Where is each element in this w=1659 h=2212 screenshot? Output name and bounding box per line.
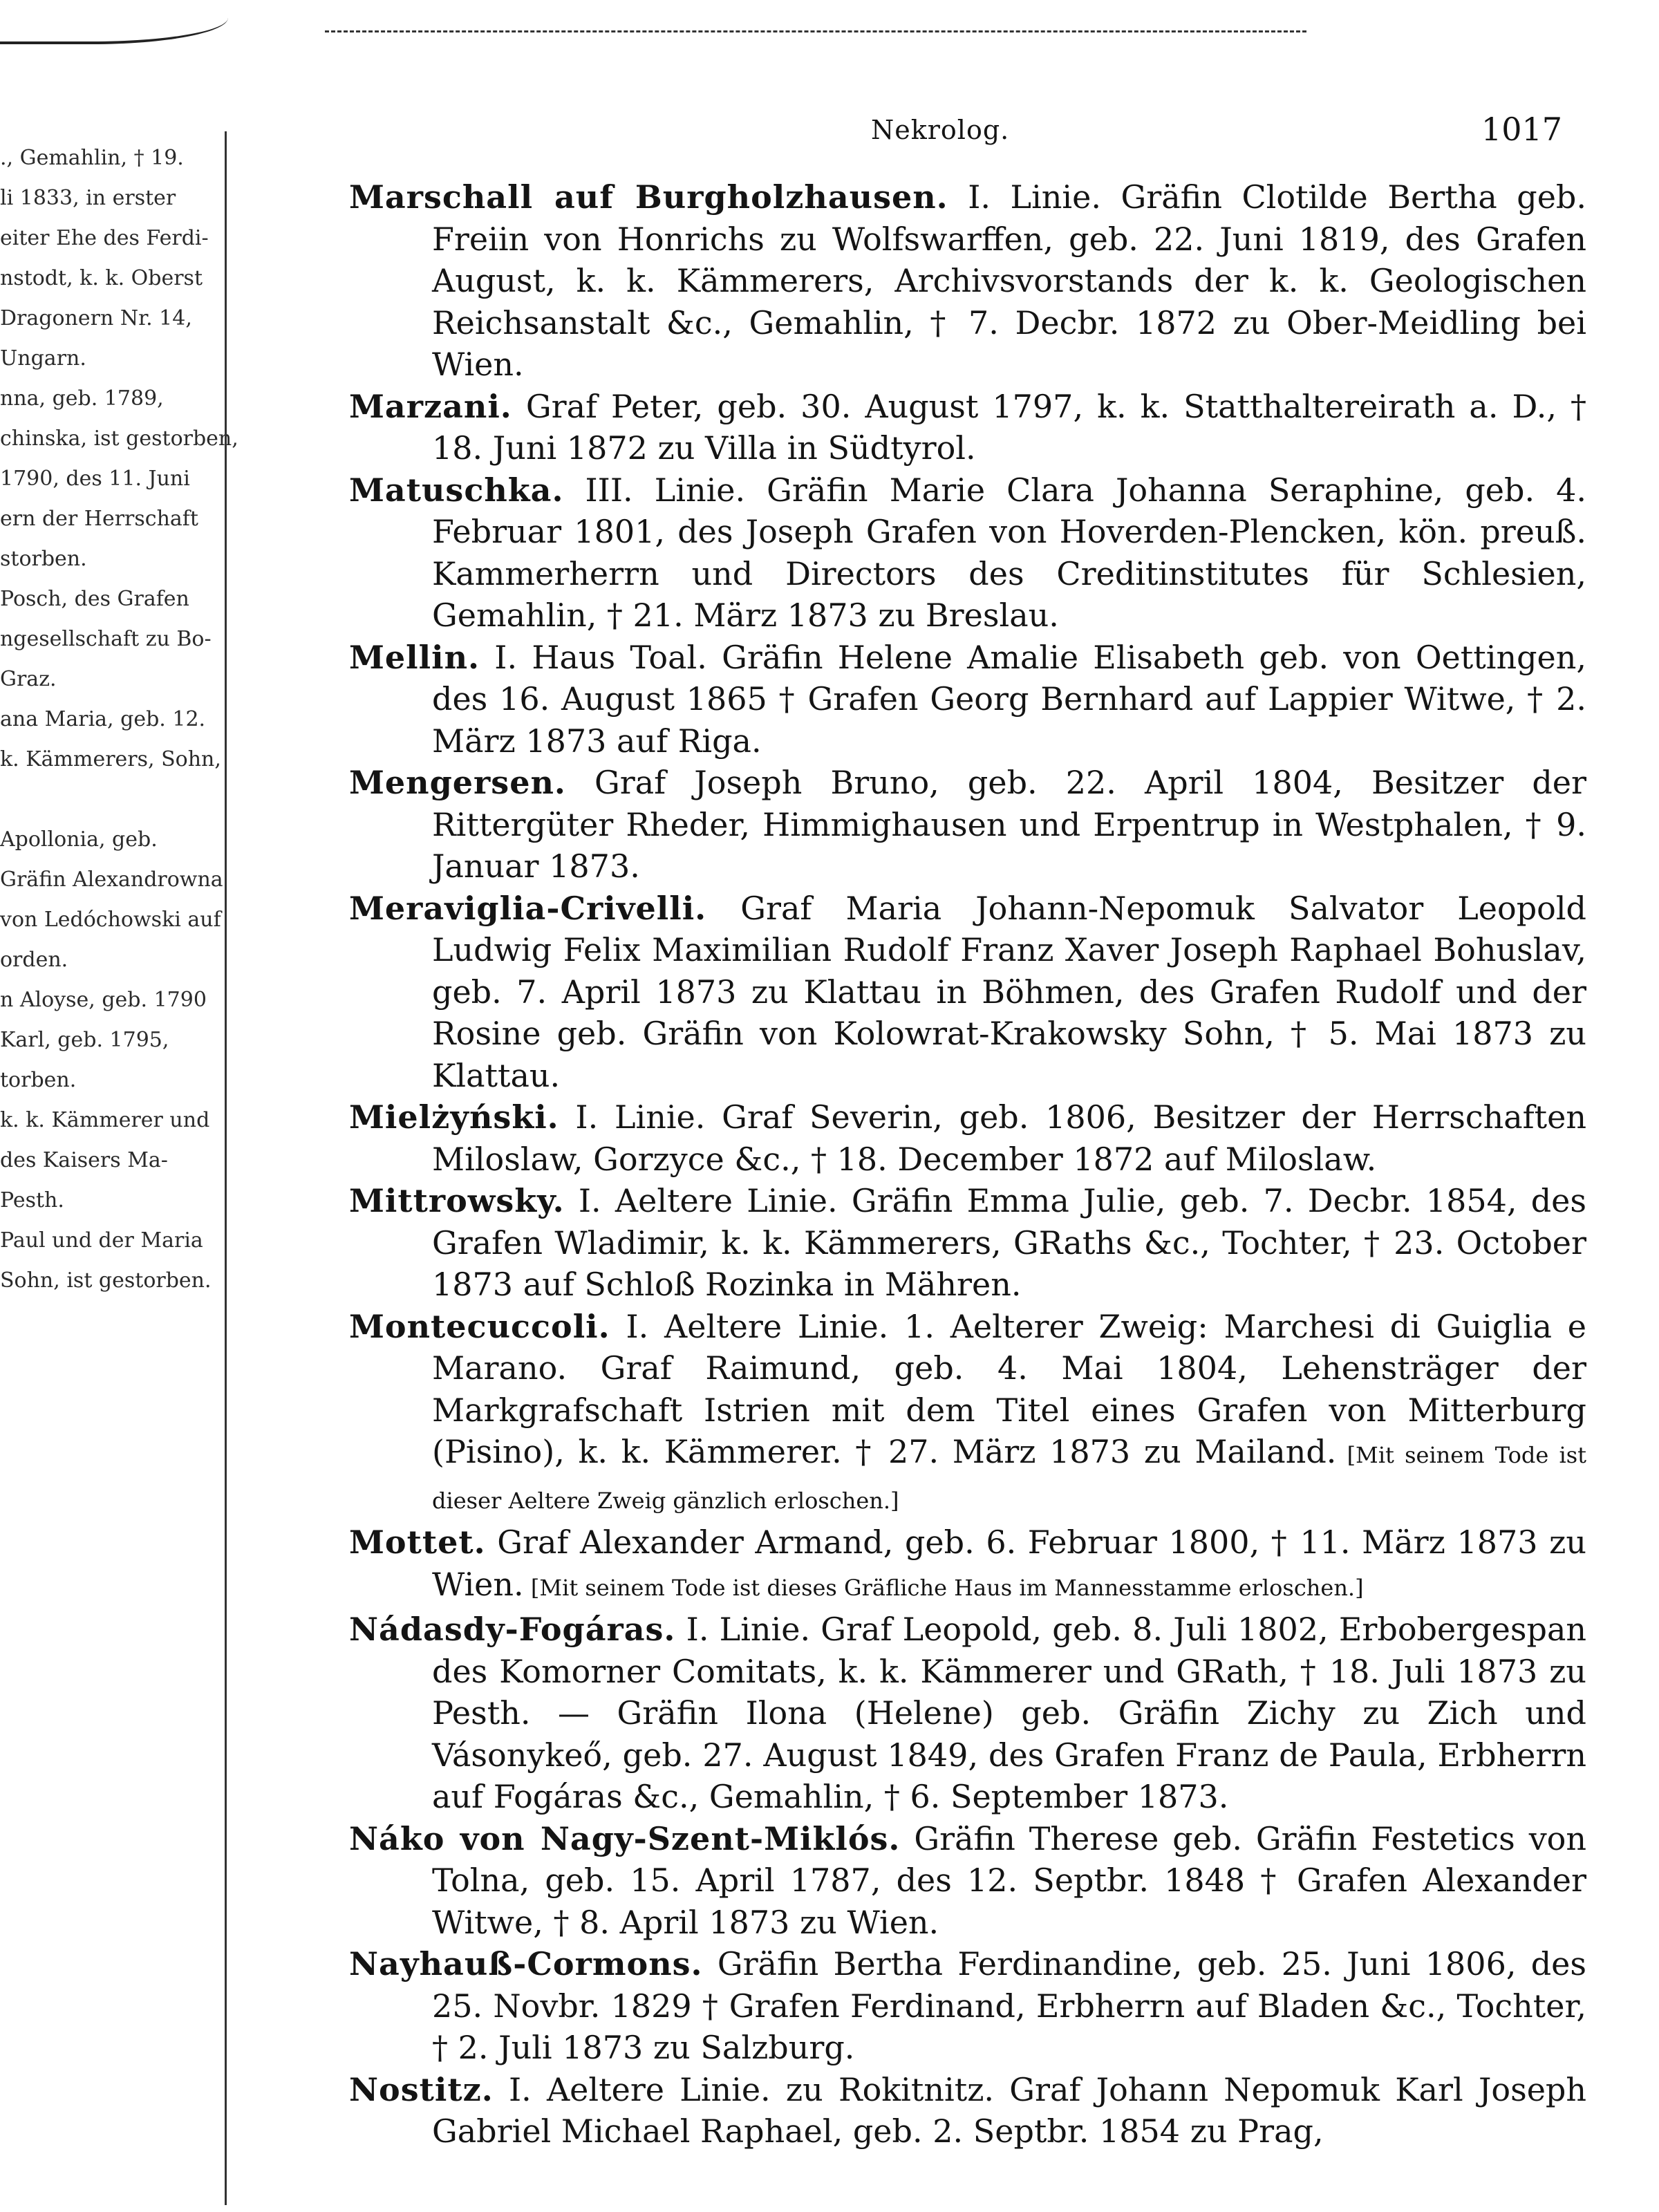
necrology-entry (349, 888, 1586, 1097)
entry-family-name: Nostitz. (349, 2070, 494, 2108)
entry-text: Gräfin Therese geb. Gräfin Festetics von Tolna, geb. 15. April 1787, des 12. Septbr. 1848 † Grafen Alexander Witwe, † 8. April 1873 zu Wien. (432, 1819, 1586, 1941)
left-fragment-line: n Aloyse, geb. 1790 (0, 988, 207, 1012)
necrology-entry (349, 1180, 1586, 1306)
entry-family-name: Mellin. (349, 638, 480, 676)
left-fragment-line (0, 780, 214, 820)
left-fragment-line: Gräfin Alexandrowna (0, 868, 223, 892)
left-fragment-line: ngesellschaft zu Bo- (0, 627, 212, 651)
page-number: 1017 (1481, 111, 1562, 148)
entry-text: I. Aeltere Linie. Gräfin Emma Julie, geb. 7. Decbr. 1854, des Grafen Wladimir, k. k. Kämmerers, GRaths &c., Tochter, † 23. October 1873 auf Schloß Rozinka in Mähren. (432, 1182, 1586, 1303)
entry-family-name: Nayhauß-Cormons. (349, 1945, 703, 1983)
entry-family-name: Montecuccoli. (349, 1307, 610, 1345)
necrology-entry (349, 1818, 1586, 1944)
left-column-fragment (0, 138, 238, 2198)
entry-family-name: Mottet. (349, 1524, 486, 1561)
left-fragment-line: Apollonia, geb. (0, 827, 158, 852)
left-fragment-line: ern der Herrschaft (0, 507, 198, 531)
left-fragment-line: 1790, des 11. Juni (0, 467, 190, 491)
entry-family-name: Mittrowsky. (349, 1182, 565, 1219)
necrology-entry (349, 1521, 1586, 1609)
left-fragment-line: Dragonern Nr. 14, (0, 306, 192, 330)
entry-family-name: Meraviglia-Crivelli. (349, 889, 707, 927)
entry-family-name: Mielżyński. (349, 1098, 559, 1136)
entry-text: I. Aeltere Linie. zu Rokitnitz. Graf Johann Nepomuk Karl Joseph Gabriel Michael Raphael, geb. 2. Septbr. 1854 zu Prag, (432, 2070, 1586, 2150)
left-fragment-line: ., Gemahlin, † 19. (0, 146, 184, 170)
necrology-entry (349, 1306, 1586, 1522)
entry-text: Graf Maria Johann-Nepomuk Salvator Leopold Ludwig Felix Maximilian Rudolf Franz Xaver Joseph Raphael Bohuslav, geb. 7. April 1873 zu Klattau in Böhmen, des Grafen Rudolf und der Rosine geb. Gräfin von Kolowrat-Krakowsky Sohn, † 5. Mai 1873 zu Klattau. (432, 889, 1586, 1094)
necrology-entry (349, 762, 1586, 888)
left-fragment-line: Paul und der Maria (0, 1228, 203, 1253)
left-fragment-line: des Kaisers Ma- (0, 1148, 168, 1172)
left-fragment-line: Graz. (0, 667, 57, 691)
entry-family-name: Náko von Nagy-Szent-Miklós. (349, 1819, 901, 1857)
left-fragment-line: storben. (0, 547, 87, 571)
entry-text: Graf Alexander Armand, geb. 6. Februar 1800, † 11. März 1873 zu Wien. (432, 1524, 1586, 1603)
necrology-entry (349, 176, 1586, 386)
entry-family-name: Matuschka. (349, 471, 564, 509)
left-fragment-line: Sohn, ist gestorben. (0, 1268, 212, 1293)
column-divider (225, 131, 227, 2205)
entry-note: [Mit seinem Tode ist dieses Gräfliche Haus im Mannesstamme erloschen.] (523, 1574, 1364, 1601)
left-fragment-line: Posch, des Grafen (0, 587, 189, 611)
necrology-entry (349, 637, 1586, 762)
page-header (346, 111, 1576, 159)
left-fragment-line: eiter Ehe des Ferdi- (0, 226, 209, 250)
entry-text: III. Linie. Gräfin Marie Clara Johanna Seraphine, geb. 4. Februar 1801, des Joseph Grafen von Hoverden-Plencken, kön. preuß. Kammerherrn und Directors des Creditinstitutes für Schlesien, Gemahlin, † 21. März 1873 zu Breslau. (432, 471, 1586, 634)
entry-family-name: Marzani. (349, 387, 512, 425)
top-rule (325, 30, 1306, 32)
left-fragment-line: chinska, ist gestorben, (0, 427, 238, 451)
entry-text: I. Haus Toal. Gräfin Helene Amalie Elisabeth geb. von Oettingen, des 16. August 1865 † Grafen Georg Bernhard auf Lappier Witwe, † 2. März 1873 auf Riga. (432, 638, 1586, 760)
entry-text: I. Linie. Gräfin Clotilde Bertha geb. Freiin von Honrichs zu Wolfswarffen, geb. 22. Juni 1819, des Grafen August, k. k. Kämmerers, Archivsvorstands der k. k. Geologischen Reichsanstalt &c., Gemahlin, † 7. Decbr. 1872 zu Ober-Meidling bei Wien. (432, 178, 1586, 383)
left-fragment-line: k. k. Kämmerer und (0, 1108, 210, 1132)
left-fragment-line: k. Kämmerers, Sohn, (0, 747, 221, 771)
necrology-entry (349, 469, 1586, 637)
left-fragment-line: von Ledóchowski auf (0, 908, 221, 932)
necrology-entry (349, 1096, 1586, 1180)
necrology-entry (349, 386, 1586, 469)
necrology-entry (349, 1943, 1586, 2069)
running-title: Nekrolog. (871, 115, 1010, 145)
necrology-entries (349, 176, 1586, 2153)
left-fragment-line: Karl, geb. 1795, (0, 1028, 169, 1052)
necrology-entry (349, 1609, 1586, 1818)
entry-note: [Mit seinem Tode ist dieser Aeltere Zweig gänzlich erloschen.] (432, 1442, 1586, 1514)
left-fragment-line: Pesth. (0, 1188, 64, 1212)
necrology-entry (349, 2069, 1586, 2153)
entry-text: I. Linie. Graf Leopold, geb. 8. Juli 1802, Erbobergespan des Komorner Comitats, k. k. Kämmerer und GRath, † 18. Juli 1873 zu Pesth. — Gräfin Ilona (Helene) geb. Gräfin Zichy zu Zich und Vásonykeő, geb. 27. August 1849, des Grafen Franz de Paula, Erbherrn auf Fogáras &c., Gemahlin, † 6. September 1873. (432, 1611, 1586, 1815)
entry-text: I. Linie. Graf Severin, geb. 1806, Besitzer der Herrschaften Miloslaw, Gorzyce &c., † 18. December 1872 auf Miloslaw. (432, 1098, 1586, 1178)
entry-family-name: Nádasdy-Fogáras. (349, 1611, 676, 1648)
left-fragment-line: torben. (0, 1068, 77, 1092)
entry-text: I. Aeltere Linie. 1. Aelterer Zweig: Marchesi di Guiglia e Marano. Graf Raimund, geb. 4. Mai 1804, Lehensträger der Markgrafschaft Istrien mit dem Titel eines Grafen von Mitterburg (Pisino), k. k. Kämmerer. † 27. März 1873 zu Mailand. (432, 1307, 1586, 1470)
page-edge-curve (0, 0, 228, 44)
entry-text: Gräfin Bertha Ferdinandine, geb. 25. Juni 1806, des 25. Novbr. 1829 † Grafen Ferdinand, Erbherrn auf Bladen &c., Tochter, † 2. Juli 1873 zu Salzburg. (432, 1945, 1586, 2066)
left-fragment-line: li 1833, in erster (0, 186, 176, 210)
entry-family-name: Marschall auf Burgholzhausen. (349, 178, 948, 216)
entry-family-name: Mengersen. (349, 764, 566, 801)
left-fragment-line: ana Maria, geb. 12. (0, 707, 206, 731)
left-fragment-line: Ungarn. (0, 346, 86, 371)
left-fragment-line: nstodt, k. k. Oberst (0, 266, 203, 290)
left-fragment-line: nna, geb. 1789, (0, 386, 164, 411)
entry-text: Graf Joseph Bruno, geb. 22. April 1804, Besitzer der Rittergüter Rheder, Himmighausen und Erpentrup in Westphalen, † 9. Januar 1873. (432, 764, 1586, 885)
left-fragment-line: orden. (0, 948, 68, 972)
entry-text: Graf Peter, geb. 30. August 1797, k. k. Statthaltereirath a. D., † 18. Juni 1872 zu Villa in Südtyrol. (432, 387, 1586, 467)
